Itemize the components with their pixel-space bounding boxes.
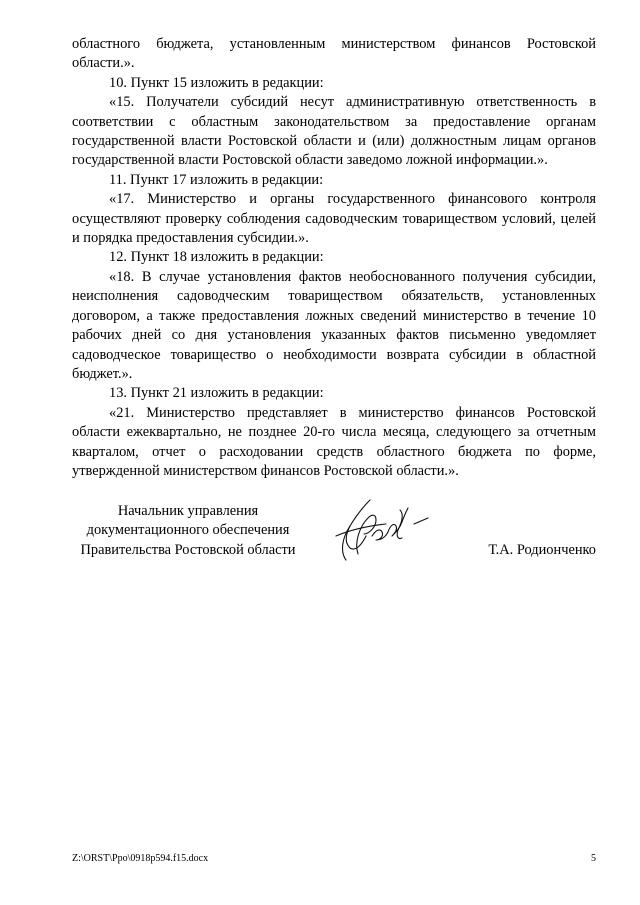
signatory-name: Т.А. Родионченко: [488, 542, 596, 558]
document-body: [72, 35, 596, 481]
paragraph: «15. Получатели субсидий несут административную ответственность в соответствии с областным законодательством за предоставление органам государственной власти Ростовской области и (или) должностным лицам органов государственной власти Ростовской области заведомо ложной информации.».: [72, 94, 596, 169]
page-footer: [72, 852, 596, 866]
signatory-title: [72, 502, 304, 560]
paragraph: 12. Пункт 18 изложить в редакции:: [109, 249, 324, 266]
paragraph: «17. Министерство и органы государственного финансового контроля осуществляют проверку соблюдения садоводческим товариществом условий, целей и порядка предоставления субсидии.».: [72, 191, 596, 247]
paragraph: «18. В случае установления фактов необоснованного получения субсидии, неисполнения садоводческим товариществом обязательств, установленных договором, а также предоставления ложных сведений министерство в течение 10 рабочих дней со дня установления указанных фактов письменно уведомляет садоводческое товарищество о необходимости возврата субсидии в областной бюджет.».: [72, 268, 596, 382]
paragraph: 10. Пункт 15 изложить в редакции:: [109, 74, 324, 91]
file-path: Z:\ORST\Ppo\0918p594.f15.docx: [72, 853, 209, 864]
page-number: 5: [591, 853, 596, 864]
paragraph: 11. Пункт 17 изложить в редакции:: [109, 171, 324, 188]
paragraph: 13. Пункт 21 изложить в редакции:: [109, 385, 324, 402]
signature-block: [72, 502, 596, 582]
handwritten-signature: [316, 490, 436, 570]
signatory-title-line: документационного обеспечения: [86, 522, 290, 539]
paragraph: областного бюджета, установленным министерством финансов Ростовской области.».: [72, 36, 596, 72]
paragraph: «21. Министерство представляет в министерство финансов Ростовской области ежеквартально, не позднее 20-го числа месяца, следующего за отчетным кварталом, отчет о расходовании средств областного бюджета по форме, утвержденной министерством финансов Ростовской области.».: [72, 404, 596, 479]
signatory-title-line: Правительства Ростовской области: [80, 541, 296, 558]
signatory-title-line: Начальник управления: [117, 503, 259, 519]
